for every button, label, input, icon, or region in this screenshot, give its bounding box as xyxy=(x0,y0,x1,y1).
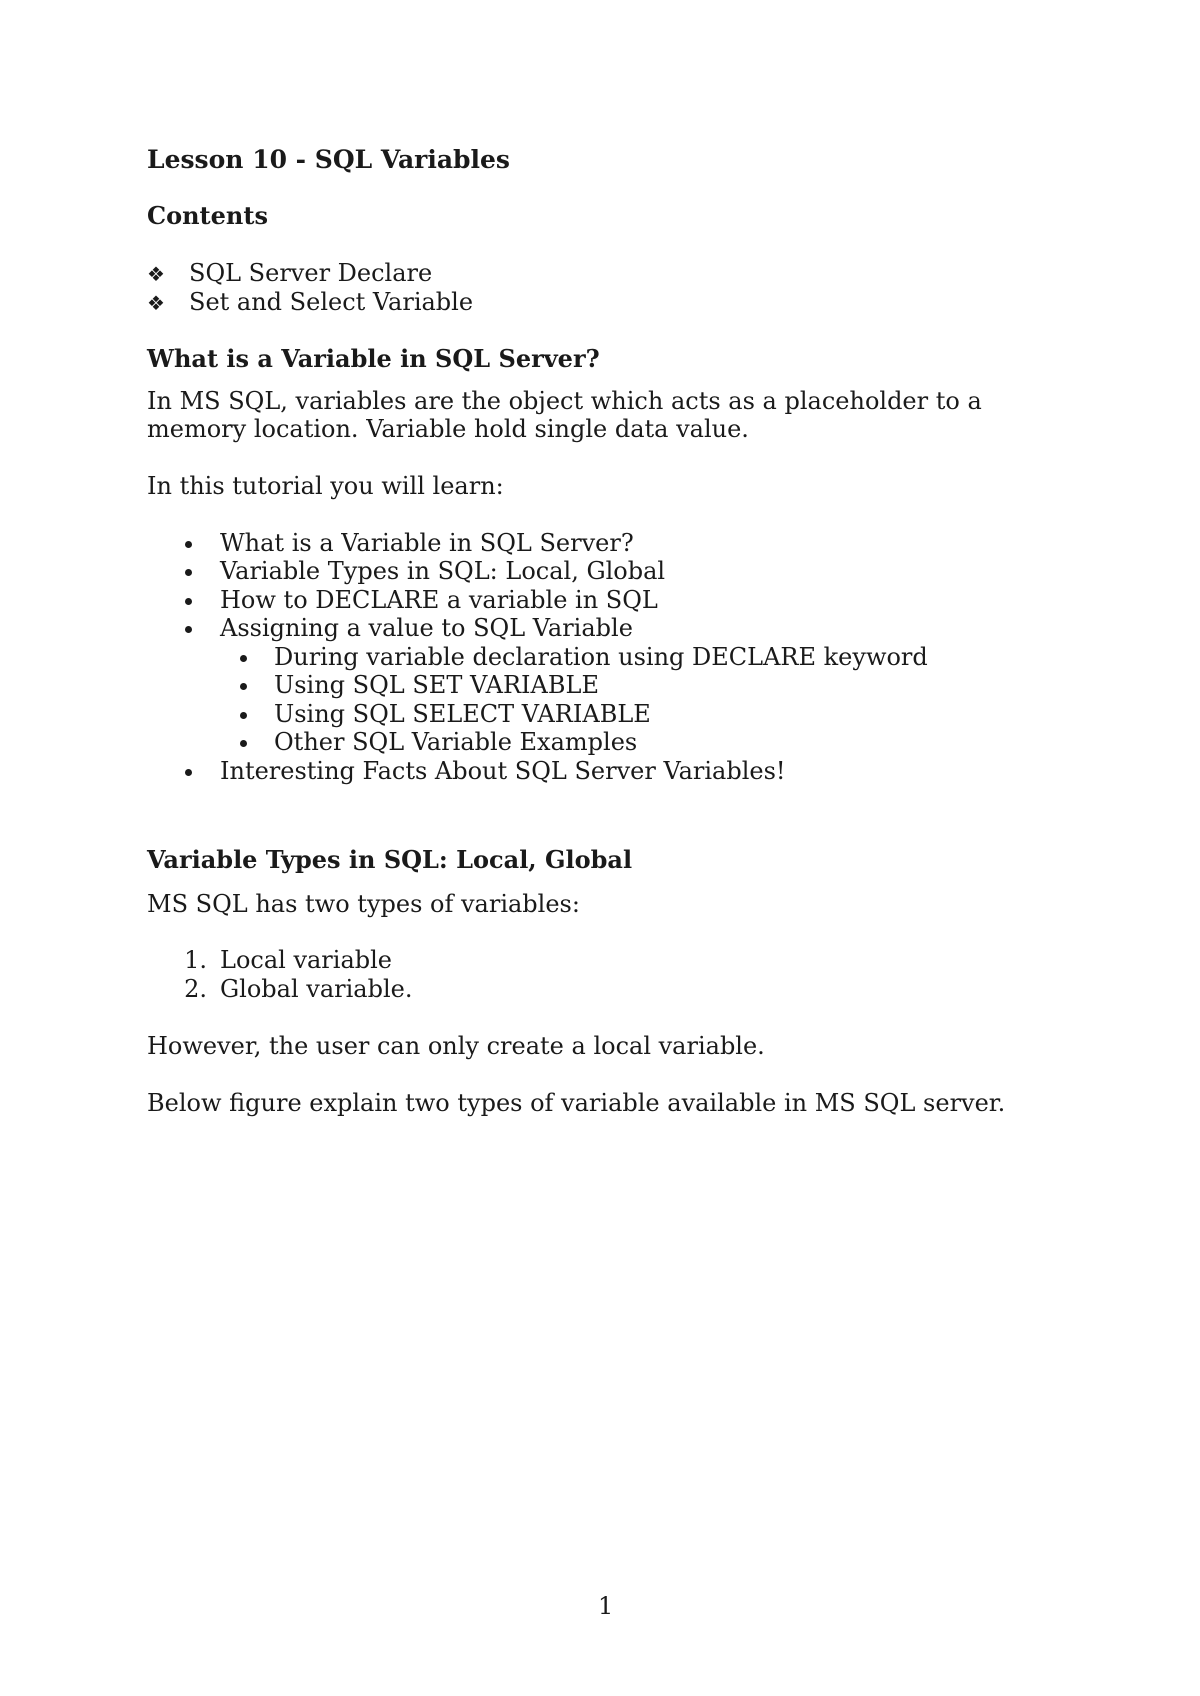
numbered-item: Local variable xyxy=(220,946,393,974)
paragraph-line: memory location. Variable hold single data value. xyxy=(147,415,749,443)
list-item: Interesting Facts About SQL Server Variables! xyxy=(220,757,786,785)
bullet-icon xyxy=(185,598,192,605)
list-item: Assigning a value to SQL Variable xyxy=(220,614,633,642)
section-heading-what-is-variable: What is a Variable in SQL Server? xyxy=(147,344,600,373)
contents-item: SQL Server Declare xyxy=(189,259,433,287)
bullet-icon xyxy=(240,655,247,662)
bullet-icon xyxy=(185,569,192,576)
section-intro: MS SQL has two types of variables: xyxy=(147,890,580,918)
paragraph: However, the user can only create a local variable. xyxy=(147,1032,765,1060)
diamond-bullet-icon: ❖ xyxy=(147,291,165,315)
diamond-bullet-icon: ❖ xyxy=(147,262,165,286)
list-subitem: Using SQL SELECT VARIABLE xyxy=(274,700,651,728)
bullet-icon xyxy=(185,626,192,633)
section-heading-variable-types: Variable Types in SQL: Local, Global xyxy=(147,845,633,874)
bullet-icon xyxy=(240,712,247,719)
list-subitem: During variable declaration using DECLARE keyword xyxy=(274,643,928,671)
tutorial-intro: In this tutorial you will learn: xyxy=(147,472,504,500)
contents-heading: Contents xyxy=(147,201,268,230)
list-subitem: Using SQL SET VARIABLE xyxy=(274,671,599,699)
list-number: 2. xyxy=(184,975,207,1003)
paragraph-line: In MS SQL, variables are the object which acts as a placeholder to a xyxy=(147,387,982,415)
page-title: Lesson 10 - SQL Variables xyxy=(147,145,511,174)
numbered-item: Global variable. xyxy=(220,975,413,1003)
list-item: How to DECLARE a variable in SQL xyxy=(220,586,658,614)
list-item: Variable Types in SQL: Local, Global xyxy=(220,557,666,585)
bullet-icon xyxy=(240,683,247,690)
list-item: What is a Variable in SQL Server? xyxy=(220,529,634,557)
page-number: 1 xyxy=(598,1592,614,1620)
contents-item: Set and Select Variable xyxy=(189,288,474,316)
bullet-icon xyxy=(240,740,247,747)
bullet-icon xyxy=(185,769,192,776)
bullet-icon xyxy=(185,541,192,548)
list-number: 1. xyxy=(184,946,207,974)
paragraph: Below figure explain two types of variable available in MS SQL server. xyxy=(147,1089,1006,1117)
list-subitem: Other SQL Variable Examples xyxy=(274,728,638,756)
